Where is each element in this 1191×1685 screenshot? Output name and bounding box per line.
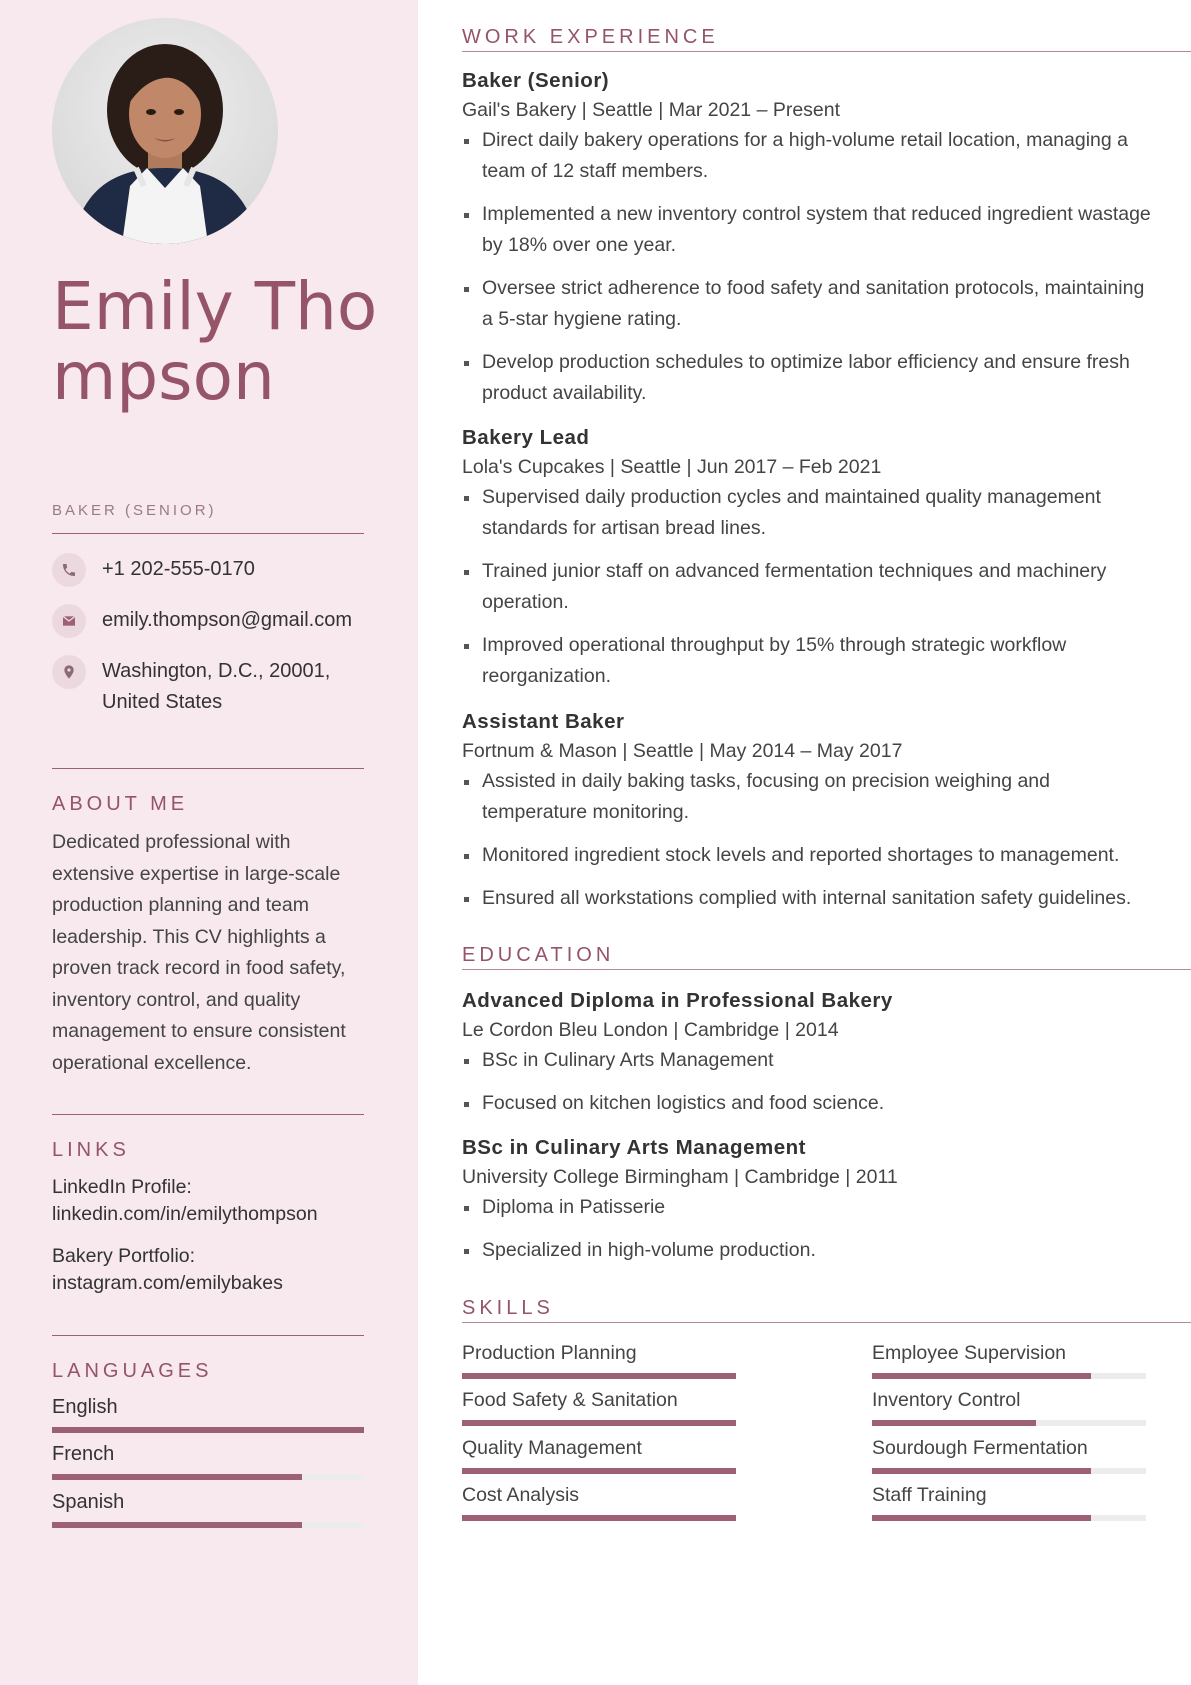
language-level-bar — [52, 1427, 364, 1433]
skills-heading: SKILLS — [462, 1297, 1191, 1323]
skill-item — [462, 1340, 736, 1379]
job-bullets — [462, 125, 1152, 409]
skill-item — [872, 1340, 1146, 1379]
skill-item — [872, 1482, 1146, 1521]
skill-level-bar — [872, 1515, 1146, 1521]
mail-icon — [52, 604, 86, 638]
degree-meta: Le Cordon Bleu London | Cambridge | 2014 — [462, 1019, 839, 1041]
phone-number: +1 202-555-0170 — [102, 558, 255, 580]
bullet-item: Direct daily bakery operations for a high-volume retail location, managing a team of 12 staff members. — [462, 125, 1152, 187]
link-item — [52, 1243, 372, 1297]
skill-level-bar — [872, 1468, 1146, 1474]
languages-heading: LANGUAGES — [52, 1360, 213, 1382]
sidebar — [0, 0, 418, 1685]
language-level-bar — [52, 1522, 364, 1528]
contact-email — [52, 604, 372, 638]
education-heading: EDUCATION — [462, 944, 1191, 970]
bullet-item: Specialized in high-volume production. — [462, 1235, 1152, 1266]
education-entry — [462, 1133, 1152, 1278]
job-meta: Fortnum & Mason | Seattle | May 2014 – May 2017 — [462, 740, 903, 762]
skill-name: Quality Management — [462, 1437, 642, 1459]
bullet-item: Improved operational throughput by 15% through strategic workflow reorganization. — [462, 630, 1152, 692]
phone-icon — [52, 553, 86, 587]
skill-level-bar — [462, 1468, 736, 1474]
email-address: emily.thompson@gmail.com — [102, 609, 353, 631]
skill-item — [462, 1387, 736, 1426]
skill-item — [872, 1387, 1146, 1426]
degree-meta: University College Birmingham | Cambridge | 2011 — [462, 1166, 898, 1188]
skill-name: Inventory Control — [872, 1389, 1021, 1411]
job-title: Assistant Baker — [462, 710, 625, 733]
language-name: French — [52, 1443, 115, 1465]
job-meta: Lola's Cupcakes | Seattle | Jun 2017 – Feb 2021 — [462, 456, 882, 478]
job-title: Bakery Lead — [462, 426, 590, 449]
skill-name: Employee Supervision — [872, 1342, 1067, 1364]
divider — [52, 1335, 364, 1336]
about-text: Dedicated professional with extensive expertise in large-scale production planning and team leadership. This CV highlights a proven track record in food safety, inventory control, and quality management to ensure consistent operational excellence. — [52, 831, 346, 1074]
linkedin-link[interactable]: linkedin.com/in/emilythompson — [52, 1203, 318, 1225]
job-title: Baker (Senior) — [462, 69, 610, 92]
language-item — [52, 1396, 364, 1433]
language-level-bar — [52, 1474, 364, 1480]
skill-name: Cost Analysis — [462, 1484, 580, 1506]
job-bullets — [462, 766, 1152, 914]
profile-photo — [52, 18, 278, 244]
skill-level-bar — [872, 1373, 1146, 1379]
bullet-item: Focused on kitchen logistics and food science. — [462, 1088, 1152, 1119]
language-item — [52, 1491, 364, 1528]
link-label: LinkedIn Profile: — [52, 1176, 192, 1198]
portfolio-link[interactable]: instagram.com/emilybakes — [52, 1272, 283, 1294]
skill-name: Staff Training — [872, 1484, 987, 1506]
job-meta: Gail's Bakery | Seattle | Mar 2021 – Present — [462, 99, 841, 121]
main-content — [462, 0, 1191, 1685]
bullet-item: BSc in Culinary Arts Management — [462, 1045, 1152, 1076]
job-entry — [462, 66, 1152, 421]
bullet-item: Supervised daily production cycles and maintained quality management standards for artisan bread lines. — [462, 482, 1152, 544]
job-entry — [462, 423, 1152, 704]
divider — [52, 533, 364, 534]
bullet-item: Diploma in Patisserie — [462, 1192, 1152, 1223]
degree-bullets — [462, 1045, 1152, 1119]
candidate-name: Emily Thompson — [52, 268, 378, 415]
contact-phone — [52, 553, 372, 587]
skill-level-bar — [872, 1420, 1146, 1426]
about-heading: ABOUT ME — [52, 793, 189, 815]
bullet-item: Monitored ingredient stock levels and reported shortages to management. — [462, 840, 1152, 871]
bullet-item: Develop production schedules to optimize labor efficiency and ensure fresh product availability. — [462, 347, 1152, 409]
degree-title: BSc in Culinary Arts Management — [462, 1136, 806, 1159]
portrait-image — [52, 18, 278, 244]
links-heading: LINKS — [52, 1139, 130, 1161]
bullet-item: Ensured all workstations complied with internal sanitation safety guidelines. — [462, 883, 1152, 914]
language-item — [52, 1443, 364, 1480]
language-name: Spanish — [52, 1491, 125, 1513]
skill-level-bar — [462, 1515, 736, 1521]
skill-item — [872, 1435, 1146, 1474]
candidate-role: BAKER (SENIOR) — [52, 502, 217, 519]
link-label: Bakery Portfolio: — [52, 1245, 196, 1267]
postal-address: Washington, D.C., 20001, United States — [102, 660, 331, 713]
skill-level-bar — [462, 1420, 736, 1426]
work-experience-heading: WORK EXPERIENCE — [462, 26, 1191, 52]
divider — [52, 768, 364, 769]
link-item — [52, 1174, 372, 1228]
divider — [52, 1114, 364, 1115]
skill-name: Food Safety & Sanitation — [462, 1389, 678, 1411]
skill-name: Sourdough Fermentation — [872, 1437, 1088, 1459]
skill-item — [462, 1435, 736, 1474]
skill-item — [462, 1482, 736, 1521]
education-entry — [462, 986, 1152, 1131]
skill-level-bar — [462, 1373, 736, 1379]
skill-name: Production Planning — [462, 1342, 637, 1364]
location-pin-icon — [52, 655, 86, 689]
bullet-item: Implemented a new inventory control system that reduced ingredient wastage by 18% over one year. — [462, 199, 1152, 261]
bullet-item: Oversee strict adherence to food safety and sanitation protocols, maintaining a 5-star hygiene rating. — [462, 273, 1152, 335]
degree-bullets — [462, 1192, 1152, 1266]
language-name: English — [52, 1396, 118, 1418]
bullet-item: Assisted in daily baking tasks, focusing on precision weighing and temperature monitoring. — [462, 766, 1152, 828]
job-bullets — [462, 482, 1152, 692]
job-entry — [462, 707, 1152, 926]
bullet-item: Trained junior staff on advanced fermentation techniques and machinery operation. — [462, 556, 1152, 618]
degree-title: Advanced Diploma in Professional Bakery — [462, 989, 893, 1012]
contact-address — [52, 655, 372, 718]
